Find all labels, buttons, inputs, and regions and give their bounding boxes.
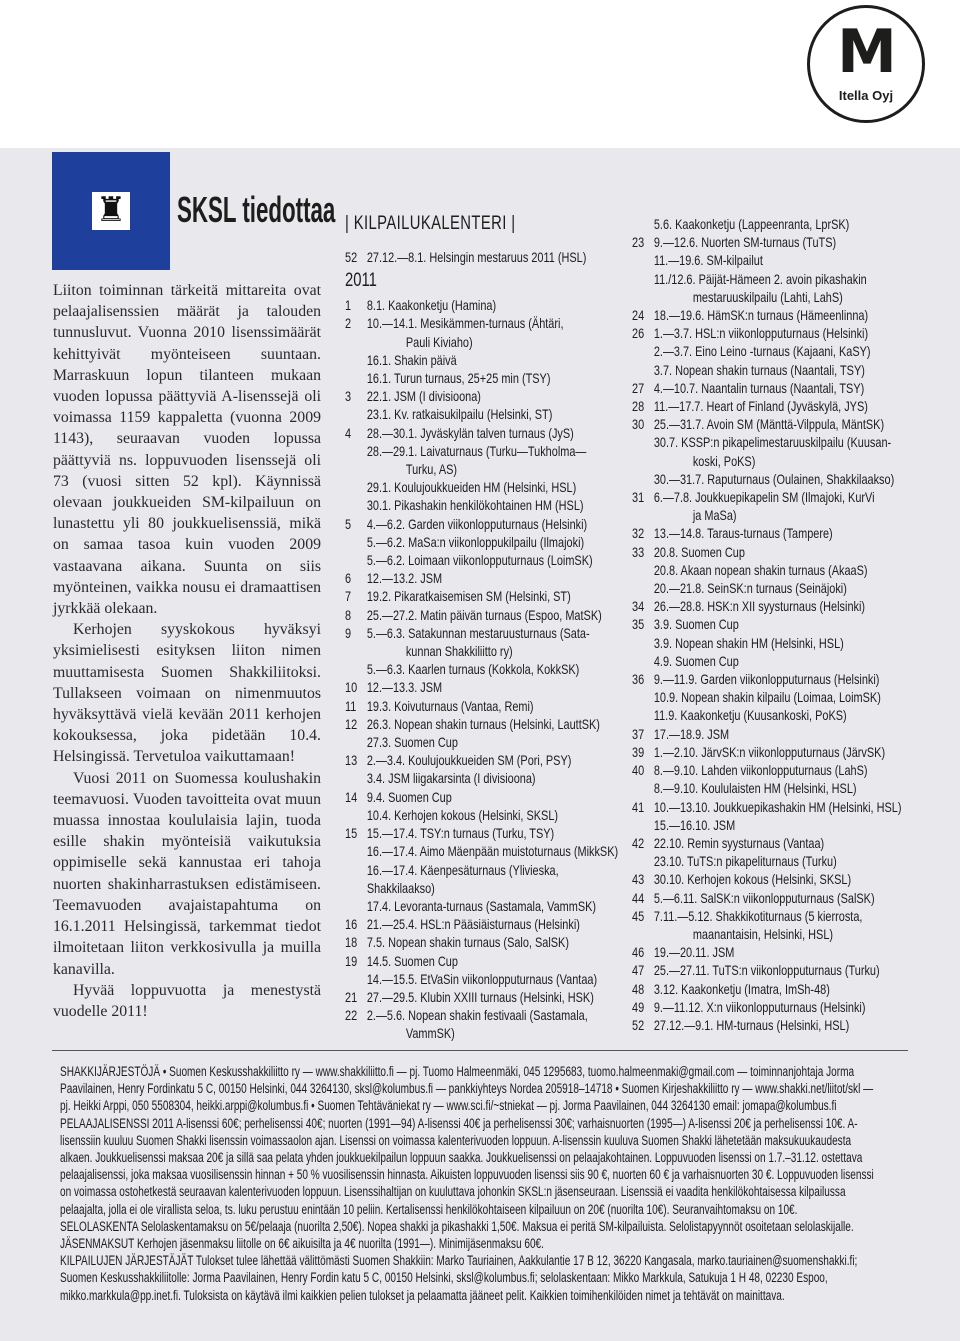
calendar-event: 2.—3.4. Koulujoukkueiden SM (Pori, PSY) bbox=[366, 752, 572, 769]
calendar-week-number: 12 bbox=[345, 715, 358, 732]
calendar-entry bbox=[632, 1016, 913, 1034]
calendar-entry bbox=[632, 251, 913, 269]
calendar-week-number bbox=[632, 706, 654, 724]
calendar-entry bbox=[632, 798, 913, 816]
calendar-week-number bbox=[632, 579, 654, 597]
calendar-week-number: 46 bbox=[632, 944, 645, 961]
calendar-week-number bbox=[632, 852, 654, 870]
calendar-event: 8.1. Kaakonketju (Hamina) bbox=[366, 297, 497, 314]
calendar-entry bbox=[632, 907, 913, 925]
calendar-week-number: 52 bbox=[345, 249, 358, 265]
calendar-week-number: 52 bbox=[632, 1016, 645, 1033]
calendar-week-number bbox=[345, 478, 367, 496]
calendar-week-number bbox=[345, 369, 367, 387]
calendar-entry bbox=[345, 405, 626, 423]
calendar-event: 30.10. Kerhojen kokous (Helsinki, SKSL) bbox=[653, 871, 852, 888]
calendar-event: 16.—17.4. Käenpesäturnaus (Ylivieska, Shakkilaakso) bbox=[366, 861, 559, 896]
calendar-entry bbox=[345, 314, 626, 332]
calendar-entry bbox=[345, 424, 626, 442]
calendar-event: 29.1. Koulujoukkueiden HM (Helsinki, HSL) bbox=[366, 479, 577, 496]
calendar-entry bbox=[345, 751, 626, 769]
calendar-event: 16.—17.4. Aimo Mäenpään muistoturnaus (MikkSK) bbox=[366, 843, 619, 860]
calendar-year: 2011 bbox=[345, 270, 377, 292]
calendar-event: 10.4. Kerhojen kokous (Helsinki, SKSL) bbox=[366, 806, 559, 823]
calendar-entry bbox=[632, 961, 913, 979]
calendar-week-number bbox=[632, 925, 654, 943]
calendar-week-number bbox=[632, 652, 654, 670]
intro-paragraph-3: Vuosi 2011 on Suomessa koulushakin teemavuosi. Vuoden tavoitteita ovat muun muassa innostaa koululaisia lajin, tuoda esille shakin myönteisiä vaikutuksia oppimiselle sekä kannustaa eri tahoja nuorten shakinharrastuksen edistämiseen. Teemavuoden avajaistapahtuma on 16.1.2011 Helsingissä, tarkemmat tiedot ilmoitetaan liiton verkkosivulla ja muilla kanavilla. bbox=[53, 769, 321, 978]
calendar-entry bbox=[632, 543, 913, 561]
calendar-entry bbox=[345, 533, 626, 551]
calendar-week-number: 26 bbox=[632, 325, 645, 342]
calendar-entry bbox=[345, 1006, 626, 1024]
calendar-week-number: 48 bbox=[632, 980, 645, 997]
intro-paragraph-4: Hyvää loppuvuotta ja menestystä vuodelle 2011! bbox=[53, 981, 321, 1020]
calendar-entry bbox=[632, 816, 913, 834]
calendar-event: 4.—10.7. Naantalin turnaus (Naantali, TSY) bbox=[653, 379, 865, 396]
calendar-heading: | KILPAILUKALENTERI | bbox=[345, 213, 516, 234]
calendar-entry bbox=[345, 842, 626, 860]
calendar-week-number: 32 bbox=[632, 525, 645, 542]
calendar-event: 5.—6.2. MaSa:n viikonloppukilpailu (Ilmajoki) bbox=[366, 533, 585, 550]
calendar-week-number: 18 bbox=[345, 934, 358, 951]
calendar-week-number bbox=[345, 769, 367, 787]
calendar-event: 5.—6.3. Satakunnan mestaruusturnaus (Sata- bbox=[366, 624, 590, 641]
calendar-week-number: 11 bbox=[345, 697, 357, 714]
calendar-event: maanantaisin, Helsinki, HSL) bbox=[692, 925, 834, 942]
calendar-event: 9.—12.6. Nuorten SM-turnaus (TuTS) bbox=[653, 234, 837, 251]
footer-licence: PELAAJALISENSSI 2011 A-lisenssi 60€; perhelisenssi 40€; nuorten (1991—94) A-lisenssi 40€ ja perhelisenssi 30€; varhaisnuorten (1995—) A-lisenssi 20€ ja perhelisenssi 10€. A-lisenssiin kuuluu Suomen Shakki lisenssin voimassaolon ajan. Lisenssi on voimassa kalenterivuoden loppuun. A-lisenssin kuuluva Suomen Shakki lähetetään maksukuukaudesta alkaen. Joukkuelisenssi maksaa 20€ ja sillä saa pelata yhden joukkuekilpailun loppuun saakka. Joukkuelisenssi on pelaajakohtainen. Loppuvuoden lisenssi on 1.7.–31.12. ostettava pelaajalisenssi, joka maksaa vuosilisenssin hinnan + 50 % vuosilisenssin hinnasta. Aikuisten loppuvuoden lisenssi siis 90 €, nuorten 60 € ja varhaisnuorten 30 €. Loppuvuoden lisenssi on voimassa ostohetkestä seuraavan kalenterivuoden loppuun. Lisenssihaltijan on kuuluttava johonkin SKSL:n jäsenseuraan. Lisenssiä ei vaadita henkilökohtaisessa kilpailussa pelaajalta, jolla ei ole virallista seloa, ts. luku perustuu enintään 10 peliin. Kertalisenssi henkilökohtaiseen kilpailuun on 20€ (nuorilta 10€). Seuranvaihtomaksu on 10€. bbox=[60, 1115, 874, 1217]
calendar-event: 20.8. Akaan nopean shakin turnaus (AkaaS) bbox=[653, 561, 868, 578]
calendar-entry bbox=[345, 678, 626, 696]
calendar-event: 5.6. Kaakonketju (Lappeenranta, LprSK) bbox=[653, 216, 850, 232]
calendar-event: 11./12.6. Päijät-Hämeen 2. avoin pikashakin bbox=[653, 270, 867, 287]
calendar-event: Turku, AS) bbox=[405, 461, 458, 478]
calendar-entry bbox=[632, 998, 913, 1016]
calendar-event: 8.—9.10. Koululaisten HM (Helsinki, HSL) bbox=[653, 780, 857, 797]
calendar-week-number bbox=[632, 561, 654, 579]
calendar-event: 30.7. KSSP:n pikapelimestaruuskilpailu (Kuusan- bbox=[653, 434, 892, 451]
calendar-week-number: 4 bbox=[345, 424, 352, 441]
calendar-entry bbox=[345, 715, 626, 733]
calendar-entry bbox=[345, 697, 626, 715]
calendar-week-number: 2 bbox=[345, 315, 352, 332]
itella-logo-name: Itella Oyj bbox=[838, 88, 894, 103]
itella-logo-letter: M bbox=[837, 17, 895, 87]
calendar-week-number: 8 bbox=[345, 606, 352, 623]
calendar-entry bbox=[345, 933, 626, 951]
calendar-event: 15.—16.10. JSM bbox=[653, 816, 736, 833]
calendar-entry bbox=[632, 615, 913, 633]
calendar-week-number: 31 bbox=[632, 489, 645, 506]
calendar-event: 3.9. Nopean shakin HM (Helsinki, HSL) bbox=[653, 634, 844, 651]
calendar-entry bbox=[632, 943, 913, 961]
intro-paragraph-2: Kerhojen syyskokous hyväksyi yksimielisesti esityksen liiton nimen muuttamisesta Suomen Shakkiliitoksi. Tullakseen voimaan on nimenmuutos hyväksyttävä vielä kevään 2011 kerhojen kokouksessa, joka pidetään 10.4. Helsingissä. Tervetuloa vaikuttamaan! bbox=[53, 621, 321, 766]
calendar-week-number bbox=[345, 405, 367, 423]
calendar-event: 3.12. Kaakonketju (Imatra, ImSh-48) bbox=[653, 980, 830, 997]
calendar-entry bbox=[345, 988, 626, 1006]
calendar-week-number bbox=[345, 861, 367, 897]
calendar-event: 19.—20.11. JSM bbox=[653, 944, 735, 961]
calendar-entry bbox=[632, 233, 913, 251]
calendar-entry bbox=[632, 980, 913, 998]
calendar-event: 11.—17.7. Heart of Finland (Jyväskylä, JYS) bbox=[653, 398, 868, 415]
calendar-entry bbox=[345, 970, 626, 988]
calendar-week-number: 7 bbox=[345, 588, 352, 605]
calendar-event: 25.—27.11. TuTS:n viikonlopputurnaus (Turku) bbox=[653, 962, 880, 979]
calendar-entry bbox=[632, 288, 913, 306]
calendar-entry bbox=[632, 379, 913, 397]
calendar-week-number: 27 bbox=[632, 379, 645, 396]
calendar-entry bbox=[632, 561, 913, 579]
calendar-entry bbox=[345, 1024, 626, 1042]
calendar-event: 13.—14.8. Taraus-turnaus (Tampere) bbox=[653, 525, 833, 542]
calendar-event: 14.5. Suomen Cup bbox=[366, 952, 458, 969]
calendar-pre-list bbox=[345, 248, 626, 266]
calendar-entry bbox=[345, 806, 626, 824]
calendar-entry bbox=[345, 624, 626, 642]
calendar-week-number: 37 bbox=[632, 725, 645, 742]
calendar-event: 23.1. Kv. ratkaisukilpailu (Helsinki, ST) bbox=[366, 406, 553, 423]
calendar-event: 28.—29.1. Laivaturnaus (Turku—Tukholma— bbox=[366, 442, 587, 459]
calendar-entry bbox=[345, 387, 626, 405]
calendar-entry bbox=[345, 296, 626, 314]
calendar-entry bbox=[345, 587, 626, 605]
calendar-week-number: 5 bbox=[345, 515, 352, 532]
calendar-week-number: 24 bbox=[632, 307, 645, 324]
calendar-entry bbox=[632, 834, 913, 852]
calendar-event: 30.1. Pikashakin henkilökohtainen HM (HSL) bbox=[366, 497, 584, 514]
calendar-event: 22.10. Remin syysturnaus (Vantaa) bbox=[653, 834, 825, 851]
calendar-week-number: 34 bbox=[632, 598, 645, 615]
calendar-event: 30.—31.7. Raputurnaus (Oulainen, Shakkilaakso) bbox=[653, 470, 895, 487]
calendar-week-number: 14 bbox=[345, 788, 358, 805]
calendar-event: 4.—6.2. Garden viikonlopputurnaus (Helsinki) bbox=[366, 515, 588, 532]
calendar-week-number: 40 bbox=[632, 762, 645, 779]
calendar-event: VammSK) bbox=[405, 1025, 455, 1042]
calendar-event: 2.—3.7. Eino Leino -turnaus (Kajaani, KaSY) bbox=[653, 343, 871, 360]
calendar-week-number bbox=[632, 215, 654, 233]
calendar-week-number: 35 bbox=[632, 616, 645, 633]
calendar-entry bbox=[632, 688, 913, 706]
calendar-entry bbox=[345, 496, 626, 514]
calendar-entry bbox=[632, 779, 913, 797]
intro-paragraph-1: Liiton toiminnan tärkeitä mittareita ovat pelaajalisenssien määrät ja talouden tunnusluvut. Vuonna 2010 lisenssimäärät kehittyivät myönteiseen suuntaan. Marraskuun lopun tilanteen mukaan vuoden lopussa päättyviä A-lisenssejä oli voimassa 1159 kappaletta (vuonna 2009 1143), seuraavan vuoden lopussa päättyviä ns. loppuvuoden lisenssejä oli 73 (vuosi sitten 52 kpl). Käynnissä olevaan joukkueiden SM-kilpailuun on lunastettu yli 80 joukkuelisenssiä, mikä on samaa tasoa kuin vuoden 2009 vastaavana aikana. Suunta on siis myönteinen, vaikka nousu ei dramaattisen jyrkkää olekaan. bbox=[53, 282, 321, 618]
calendar-event: 1.—3.7. HSL:n viikonlopputurnaus (Helsinki) bbox=[653, 325, 869, 342]
calendar-entry bbox=[632, 670, 913, 688]
calendar-event: 10.9. Nopean shakin kilpailu (Loimaa, LoimSK) bbox=[653, 689, 881, 706]
rook-icon: ♜ bbox=[95, 190, 127, 230]
calendar-week-number bbox=[632, 688, 654, 706]
calendar-entry bbox=[345, 333, 626, 351]
calendar-week-number bbox=[345, 642, 367, 660]
calendar-event: 8.—9.10. Lahden viikonlopputurnaus (LahS) bbox=[653, 762, 868, 779]
calendar-column-2 bbox=[632, 215, 960, 1034]
calendar-week-number bbox=[632, 470, 654, 488]
calendar-event: 5.—6.2. Loimaan viikonlopputurnaus (LoimSK) bbox=[366, 552, 593, 569]
itella-logo bbox=[807, 5, 925, 123]
calendar-entry bbox=[345, 478, 626, 496]
calendar-entry bbox=[345, 824, 626, 842]
calendar-event: 27.3. Suomen Cup bbox=[366, 734, 458, 751]
calendar-event: 12.—13.3. JSM bbox=[366, 679, 443, 696]
calendar-event: 11.—19.6. SM-kilpailut bbox=[653, 252, 763, 269]
calendar-entry bbox=[632, 706, 913, 724]
calendar-week-number bbox=[345, 733, 367, 751]
calendar-week-number bbox=[632, 342, 654, 360]
calendar-week-number bbox=[345, 351, 367, 369]
calendar-event: 16.1. Shakin päivä bbox=[366, 351, 457, 368]
calendar-week-number bbox=[345, 1024, 367, 1042]
calendar-week-number bbox=[345, 842, 367, 860]
calendar-event: 10.—14.1. Mesikämmen-turnaus (Ähtäri, bbox=[366, 315, 564, 332]
calendar-week-number: 1 bbox=[345, 297, 352, 314]
calendar-week-number: 28 bbox=[632, 398, 645, 415]
calendar-event: ja MaSa) bbox=[692, 507, 737, 524]
calendar-week-number: 36 bbox=[632, 671, 645, 688]
calendar-entry bbox=[345, 369, 626, 387]
calendar-week-number bbox=[345, 806, 367, 824]
calendar-event: 3.4. JSM liigakarsinta (I divisioona) bbox=[366, 770, 536, 787]
calendar-week-number: 13 bbox=[345, 752, 358, 769]
calendar-entry bbox=[632, 433, 913, 451]
calendar-week-number: 45 bbox=[632, 907, 645, 924]
calendar-entry bbox=[345, 515, 626, 533]
calendar-entry bbox=[345, 569, 626, 587]
calendar-event: 2.—5.6. Nopean shakin festivaali (Sastamala, bbox=[366, 1007, 588, 1024]
calendar-week-number bbox=[345, 496, 367, 514]
calendar-week-number bbox=[632, 506, 654, 524]
calendar-week-number: 15 bbox=[345, 825, 358, 842]
calendar-entry bbox=[345, 897, 626, 915]
page-title: SKSL tiedottaa bbox=[177, 189, 336, 230]
calendar-week-number: 3 bbox=[345, 388, 352, 405]
footer-organisers: KILPAILUJEN JÄRJESTÄJÄT Tulokset tulee lähettää välittömästi Suomen Shakkiin: Marko Tauriainen, Aakkulantie 17 B 12, 36220 Kangasala, marko.tauriainen@suomenshakki.fi; Suomen Keskusshakkiliitolle: Jorma Paavilainen, Henry Fordin katu 5 C, 00150 Helsinki, sksl@kolumbus.fi; selolaskentaan: Mikko Markkula, Satukuja 1 H 48, 02230 Espoo, mikko.markkula@pp.inet.fi. Tuloksista on käytävä ilmi kaikkien pelien tulokset ja pelaamatta jääneet pelit. Kaikkien toimihenkilöiden nimet ja tehtävät on mainittava. bbox=[60, 1253, 858, 1303]
calendar-week-number bbox=[632, 270, 654, 288]
calendar-event: 16.1. Turun turnaus, 25+25 min (TSY) bbox=[366, 370, 551, 387]
calendar-week-number: 33 bbox=[632, 543, 645, 560]
calendar-entry bbox=[345, 642, 626, 660]
calendar-event: 26.—28.8. HSK:n XII syysturnaus (Helsinki) bbox=[653, 598, 866, 615]
calendar-entry bbox=[345, 861, 626, 897]
calendar-entry bbox=[345, 660, 626, 678]
calendar-week-number bbox=[345, 460, 367, 478]
calendar-event: 12.—13.2. JSM bbox=[366, 570, 443, 587]
calendar-week-number: 23 bbox=[632, 234, 645, 251]
calendar-event: 7.11.—5.12. Shakkikotiturnaus (5 kierrosta, bbox=[653, 907, 863, 924]
calendar-entry bbox=[632, 324, 913, 342]
footer-rating: SELOLASKENTA Selolaskentamaksu on 5€/pelaaja (nuorilta 2,50€). Nopea shakki ja pikashakki 1,50€. Maksua ei peritä SM-kilpailuista. Selolistapyynnöt osoitetaan selolaskijalle. bbox=[60, 1218, 854, 1234]
calendar-week-number bbox=[345, 897, 367, 915]
calendar-event: 23.10. TuTS:n pikapeliturnaus (Turku) bbox=[653, 853, 837, 870]
calendar-event: 17.—18.9. JSM bbox=[653, 725, 730, 742]
calendar-event: 25.—27.2. Matin päivän turnaus (Espoo, MatSK) bbox=[366, 606, 602, 623]
footer-membership: JÄSENMAKSUT Kerhojen jäsenmaksu liitolle on 6€ aikuisilta ja 4€ nuorilta (1991—). Minimijäsenmaksu 60€. bbox=[60, 1236, 544, 1252]
calendar-entry bbox=[632, 270, 913, 288]
calendar-entry bbox=[632, 597, 913, 615]
calendar-list-2 bbox=[632, 215, 913, 1034]
calendar-event: Pauli Kiviaho) bbox=[405, 333, 473, 350]
calendar-entry bbox=[632, 452, 913, 470]
calendar-entry bbox=[632, 306, 913, 324]
calendar-week-number bbox=[632, 251, 654, 269]
calendar-week-number: 10 bbox=[345, 679, 358, 696]
calendar-event: 1.—2.10. JärvSK:n viikonlopputurnaus (JärvSK) bbox=[653, 743, 886, 760]
footer-info bbox=[60, 1063, 880, 1304]
calendar-event: 25.—31.7. Avoin SM (Mänttä-Vilppula, MäntSK) bbox=[653, 416, 885, 433]
calendar-entry bbox=[345, 248, 626, 266]
calendar-week-number: 16 bbox=[345, 916, 358, 933]
calendar-entry bbox=[345, 551, 626, 569]
calendar-event: 27.12.—9.1. HM-turnaus (Helsinki, HSL) bbox=[653, 1016, 850, 1033]
calendar-event: 5.—6.11. SalSK:n viikonlopputurnaus (SalSK) bbox=[653, 889, 875, 906]
intro-text bbox=[53, 280, 321, 1022]
calendar-week-number bbox=[632, 634, 654, 652]
calendar-event: 17.4. Levoranta-turnaus (Sastamala, VammSK) bbox=[366, 897, 597, 914]
calendar-event: 10.—13.10. Joukkuepikashakin HM (Helsinki, HSL) bbox=[653, 798, 902, 815]
calendar-week-number: 47 bbox=[632, 962, 645, 979]
calendar-entry bbox=[345, 733, 626, 751]
calendar-entry bbox=[632, 925, 913, 943]
calendar-event: 15.—17.4. TSY:n turnaus (Turku, TSY) bbox=[366, 825, 555, 842]
calendar-entry bbox=[632, 579, 913, 597]
calendar-event: mestaruuskilpailu (Lahti, LahS) bbox=[692, 288, 843, 305]
calendar-entry bbox=[632, 215, 913, 233]
calendar-week-number: 21 bbox=[345, 988, 358, 1005]
calendar-week-number: 44 bbox=[632, 889, 645, 906]
calendar-entry bbox=[632, 652, 913, 670]
calendar-entry bbox=[632, 361, 913, 379]
calendar-week-number: 9 bbox=[345, 624, 352, 641]
calendar-week-number: 43 bbox=[632, 871, 645, 888]
calendar-entry bbox=[632, 725, 913, 743]
calendar-event: 5.—6.3. Kaarlen turnaus (Kokkola, KokkSK) bbox=[366, 661, 580, 678]
calendar-event: 14.—15.5. EtVaSin viikonlopputurnaus (Vantaa) bbox=[366, 970, 598, 987]
calendar-event: 27.—29.5. Klubin XXIII turnaus (Helsinki, HSK) bbox=[366, 988, 594, 1005]
calendar-event: 26.3. Nopean shakin turnaus (Helsinki, LauttSK) bbox=[366, 715, 600, 732]
calendar-entry bbox=[632, 743, 913, 761]
calendar-week-number: 49 bbox=[632, 998, 645, 1015]
calendar-week-number bbox=[345, 333, 367, 351]
calendar-event: 6.—7.8. Joukkuepikapelin SM (Ilmajoki, KurVi bbox=[653, 489, 875, 506]
calendar-event: 3.7. Nopean shakin turnaus (Naantali, TSY) bbox=[653, 361, 865, 378]
calendar-event: 18.—19.6. HämSK:n turnaus (Hämeenlinna) bbox=[653, 307, 869, 324]
calendar-event: 9.—11.12. X:n viikonlopputurnaus (Helsinki) bbox=[653, 998, 866, 1015]
calendar-event: 21.—25.4. HSL:n Pääsiäisturnaus (Helsinki) bbox=[366, 916, 580, 933]
footer-divider bbox=[52, 1050, 908, 1051]
calendar-event: 11.9. Kaakonketju (Kuusankoski, PoKS) bbox=[653, 707, 847, 724]
calendar-entry bbox=[345, 351, 626, 369]
calendar-entry bbox=[632, 342, 913, 360]
calendar-entry bbox=[345, 442, 626, 460]
calendar-entry bbox=[345, 460, 626, 478]
calendar-event: 3.9. Suomen Cup bbox=[653, 616, 739, 633]
calendar-entry bbox=[345, 606, 626, 624]
calendar-entry bbox=[632, 524, 913, 542]
calendar-event: 7.5. Nopean shakin turnaus (Salo, SalSK) bbox=[366, 934, 569, 951]
calendar-entry bbox=[632, 415, 913, 433]
calendar-entry bbox=[345, 915, 626, 933]
calendar-event: 20.8. Suomen Cup bbox=[653, 543, 745, 560]
calendar-entry bbox=[632, 889, 913, 907]
calendar-entry bbox=[632, 761, 913, 779]
calendar-week-number: 42 bbox=[632, 834, 645, 851]
calendar-event: kunnan Shakkiliitto ry) bbox=[405, 643, 513, 660]
calendar-week-number bbox=[632, 452, 654, 470]
calendar-week-number: 39 bbox=[632, 743, 645, 760]
calendar-list-1 bbox=[345, 296, 626, 1042]
calendar-week-number: 19 bbox=[345, 952, 358, 969]
calendar-event: 4.9. Suomen Cup bbox=[653, 652, 739, 669]
calendar-entry bbox=[632, 506, 913, 524]
calendar-entry bbox=[632, 488, 913, 506]
calendar-entry bbox=[632, 470, 913, 488]
calendar-week-number bbox=[345, 442, 367, 460]
calendar-event: 19.2. Pikaratkaisemisen SM (Helsinki, ST) bbox=[366, 588, 571, 605]
calendar-week-number bbox=[632, 433, 654, 451]
calendar-week-number bbox=[345, 533, 367, 551]
calendar-week-number: 6 bbox=[345, 570, 352, 587]
calendar-event: 27.12.—8.1. Helsingin mestaruus 2011 (HSL) bbox=[366, 249, 587, 265]
calendar-event: 19.3. Koivuturnaus (Vantaa, Remi) bbox=[366, 697, 534, 714]
calendar-event: 28.—30.1. Jyväskylän talven turnaus (JyS) bbox=[366, 424, 574, 441]
calendar-entry bbox=[632, 634, 913, 652]
calendar-week-number bbox=[345, 551, 367, 569]
calendar-week-number: 41 bbox=[632, 798, 645, 815]
calendar-entry bbox=[632, 397, 913, 415]
calendar-week-number bbox=[632, 816, 654, 834]
calendar-week-number bbox=[345, 970, 367, 988]
calendar-entry bbox=[632, 870, 913, 888]
calendar-event: koski, PoKS) bbox=[692, 452, 756, 469]
calendar-week-number: 22 bbox=[345, 1007, 358, 1024]
footer-organisations: SHAKKIJÄRJESTÖJÄ • Suomen Keskusshakkiliitto ry — www.shakkiliitto.fi — pj. Tuomo Halmeenmäki, 045 1295683, tuomo.halmeenmaki@gmail.com — toiminnanjohtaja Jorma Paavilainen, Henry Fordinkatu 5 C, 00150 Helsinki, 044 3264130, sksl@kolumbus.fi — pankkiyhteys Nordea 205918–14718 • Suomen Kirjeshakkiliitto ry — www.shakki.net/liitot/skl — pj. Heikki Arppi, 050 5508304, heikki.arppi@kolumbus.fi • Suomen Tehtäväniekat ry — www.sci.fi/~stniekat — pj. Jorma Paavilainen, 044 3264130 email: jomapa@kolumbus.fi bbox=[60, 1064, 874, 1114]
calendar-week-number bbox=[632, 779, 654, 797]
calendar-entry bbox=[345, 952, 626, 970]
calendar-week-number bbox=[345, 660, 367, 678]
calendar-event: 9.—11.9. Garden viikonlopputurnaus (Helsinki) bbox=[653, 671, 880, 688]
calendar-event: 9.4. Suomen Cup bbox=[366, 788, 452, 805]
rook-icon-box bbox=[90, 190, 132, 232]
calendar-entry bbox=[632, 852, 913, 870]
calendar-entry bbox=[345, 788, 626, 806]
calendar-entry bbox=[345, 769, 626, 787]
calendar-week-number bbox=[632, 288, 654, 306]
calendar-event: 20.—21.8. SeinSK:n turnaus (Seinäjoki) bbox=[653, 580, 847, 597]
calendar-week-number bbox=[632, 361, 654, 379]
calendar-event: 22.1. JSM (I divisioona) bbox=[366, 388, 481, 405]
calendar-week-number: 30 bbox=[632, 416, 645, 433]
